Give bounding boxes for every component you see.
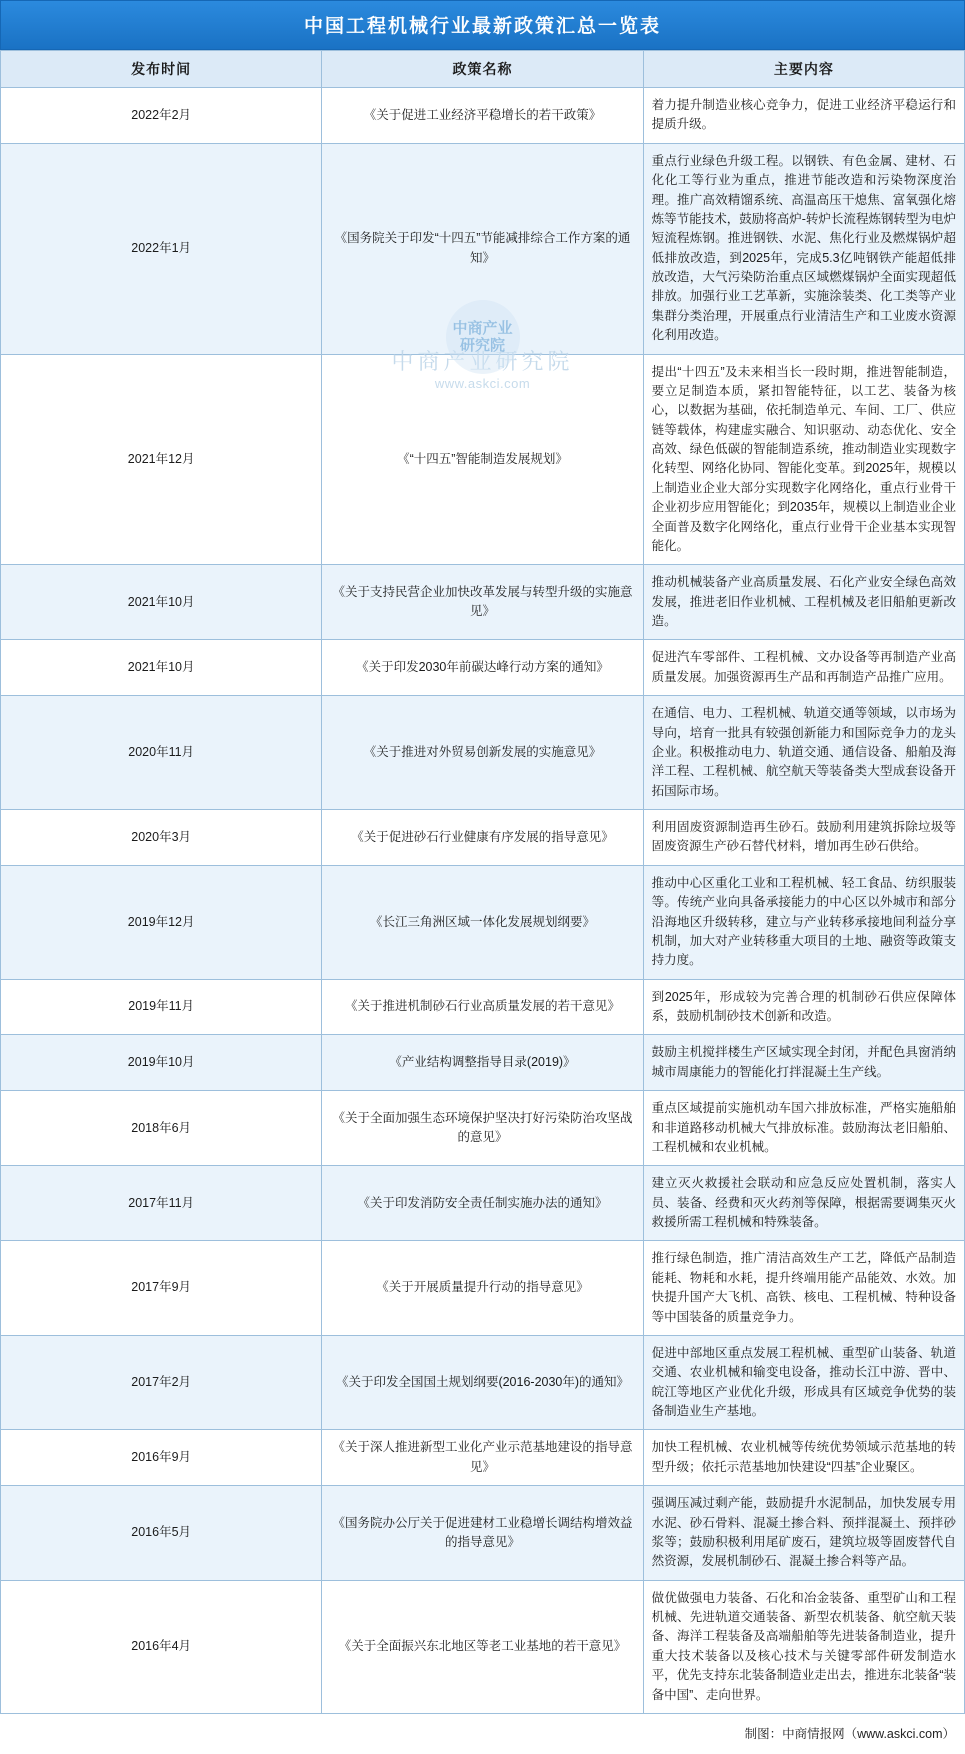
cell-content: 利用固废资源制造再生砂石。鼓励利用建筑拆除垃圾等固废资源生产砂石替代材料，增加再生砂石供给。 (643, 810, 964, 866)
cell-date: 2016年4月 (1, 1580, 322, 1713)
cell-date: 2019年12月 (1, 865, 322, 979)
cell-policy-name: 《国务院办公厅关于促进建材工业稳增长调结构增效益的指导意见》 (322, 1486, 643, 1581)
cell-policy-name: 《关于促进工业经济平稳增长的若干政策》 (322, 88, 643, 144)
column-header-name: 政策名称 (322, 51, 643, 88)
cell-date: 2019年11月 (1, 979, 322, 1035)
cell-content: 做优做强电力装备、石化和冶金装备、重型矿山和工程机械、先进轨道交通装备、新型农机装备、航空航天装备、海洋工程装备及高端船舶等先进装备制造业，提升重大技术装备以及核心技术与关键零部件研发制造水平，优先支持东北装备制造业走出去，推进东北装备“装备中国”、走向世界。 (643, 1580, 964, 1713)
cell-date: 2016年9月 (1, 1430, 322, 1486)
cell-policy-name: 《国务院关于印发“十四五”节能减排综合工作方案的通知》 (322, 143, 643, 354)
table-row (1, 1091, 965, 1166)
table-row (1, 979, 965, 1035)
table-row (1, 88, 965, 144)
watermark-url: www.askci.com (434, 376, 531, 391)
watermark-overlay-text: 中商产业研究院 (391, 349, 574, 374)
cell-content: 促进中部地区重点发展工程机械、重型矿山装备、轨道交通、农业机械和输变电设备，推动长江中游、晋中、皖江等地区产业优化升级，形成具有区域竞争优势的装备制造业生产基地。 (643, 1335, 964, 1430)
cell-date: 2021年12月 (1, 354, 322, 565)
cell-policy-name: 《关于促进砂石行业健康有序发展的指导意见》 (322, 810, 643, 866)
table-header-row (1, 51, 965, 88)
page-title: 中国工程机械行业最新政策汇总一览表 (0, 0, 965, 50)
cell-date: 2022年1月 (1, 143, 322, 354)
cell-policy-name: 《“十四五”智能制造发展规划》 (322, 354, 643, 565)
table-row (1, 1241, 965, 1336)
cell-policy-name: 《关于开展质量提升行动的指导意见》 (322, 1241, 643, 1336)
table-row (1, 1430, 965, 1486)
cell-policy-name: 《关于全面振兴东北地区等老工业基地的若干意见》 (322, 1580, 643, 1713)
cell-content: 推动机械装备产业高质量发展、石化产业安全绿色高效发展，推进老旧作业机械、工程机械及老旧船舶更新改造。 (643, 565, 964, 640)
cell-content: 重点行业绿色升级工程。以钢铁、有色金属、建材、石化化工等行业为重点，推进节能改造和污染物深度治理。推广高效精馏系统、高温高压干熄焦、富氧强化熔炼等节能技术，鼓励将高炉-转炉长流程炼钢转型为电炉短流程炼钢。推进钢铁、水泥、焦化行业及燃煤锅炉超低排放改造，到2025年，完成5.3亿吨钢铁产能超低排放改造，大气污染防治重点区域燃煤锅炉全面实现超低排放。加强行业工艺革新，实施涂装类、化工类等产业集群分类治理，开展重点行业清洁生产和工业废水资源化利用改造。 (643, 143, 964, 354)
cell-policy-name: 《关于深人推进新型工业化产业示范基地建设的指导意见》 (322, 1430, 643, 1486)
cell-date: 2018年6月 (1, 1091, 322, 1166)
cell-policy-name: 《关于印发全国国土规划纲要(2016-2030年)的通知》 (322, 1335, 643, 1430)
column-header-date: 发布时间 (1, 51, 322, 88)
table-row (1, 865, 965, 979)
cell-date: 2020年3月 (1, 810, 322, 866)
cell-date: 2020年11月 (1, 696, 322, 810)
footer-credit: 制图：中商情报网（www.askci.com） (744, 1726, 955, 1741)
cell-policy-name: 《关于全面加强生态环境保护坚决打好污染防治攻坚战的意见》 (322, 1091, 643, 1166)
cell-policy-name: 《关于推进机制砂石行业高质量发展的若干意见》 (322, 979, 643, 1035)
cell-content: 推动中心区重化工业和工程机械、轻工食品、纺织服装等。传统产业向具备承接能力的中心区以外城市和部分沿海地区升级转移，建立与产业转移承接地间利益分享机制，加大对产业转移重大项目的土地、融资等政策支持力度。 (643, 865, 964, 979)
cell-date: 2021年10月 (1, 640, 322, 696)
column-header-content: 主要内容 (643, 51, 964, 88)
cell-content: 到2025年，形成较为完善合理的机制砂石供应保障体系，鼓励机制砂技术创新和改造。 (643, 979, 964, 1035)
cell-content: 加快工程机械、农业机械等传统优势领域示范基地的转型升级；依托示范基地加快建设“四基”企业聚区。 (643, 1430, 964, 1486)
policy-table (0, 50, 965, 1714)
cell-date: 2022年2月 (1, 88, 322, 144)
cell-date: 2021年10月 (1, 565, 322, 640)
table-row (1, 1035, 965, 1091)
table-row (1, 354, 965, 565)
cell-policy-name: 《关于推进对外贸易创新发展的实施意见》 (322, 696, 643, 810)
cell-content: 提出“十四五”及未来相当长一段时期，推进智能制造，要立足制造本质，紧扣智能特征，以工艺、装备为核心，以数据为基础，依托制造单元、车间、工厂、供应链等载体，构建虚实融合、知识驱动、动态优化、安全高效、绿色低碳的智能制造系统，推动制造业实现数字化转型、网络化协同、智能化变革。到2025年，规模以上制造业企业大部分实现数字化网络化，重点行业骨干企业初步应用智能化；到2035年，规模以上制造业企业全面普及数字化网络化，重点行业骨干企业基本实现智能化。 (643, 354, 964, 565)
cell-date: 2017年9月 (1, 1241, 322, 1336)
cell-policy-name: 《关于印发消防安全责任制实施办法的通知》 (322, 1166, 643, 1241)
table-body (1, 88, 965, 1714)
cell-date: 2017年2月 (1, 1335, 322, 1430)
table-row (1, 1335, 965, 1430)
cell-content: 推行绿色制造，推广清洁高效生产工艺，降低产品制造能耗、物耗和水耗，提升终端用能产品能效、水效。加快提升国产大飞机、高铁、核电、工程机械、特种设备等中国装备的质量竞争力。 (643, 1241, 964, 1336)
cell-policy-name: 《关于印发2030年前碳达峰行动方案的通知》 (322, 640, 643, 696)
table-row (1, 1580, 965, 1713)
table-row (1, 565, 965, 640)
cell-date: 2019年10月 (1, 1035, 322, 1091)
table-row (1, 1166, 965, 1241)
table-row (1, 696, 965, 810)
cell-content: 强调压减过剩产能，鼓励提升水泥制品，加快发展专用水泥、砂石骨料、混凝土掺合料、预拌混凝土、预拌砂浆等；鼓励积极利用尾矿废石，建筑垃圾等固废替代自然资源，发展机制砂石、混凝土掺合料等产品。 (643, 1486, 964, 1581)
table-row (1, 143, 965, 354)
cell-policy-name: 《产业结构调整指导目录(2019)》 (322, 1035, 643, 1091)
cell-date: 2016年5月 (1, 1486, 322, 1581)
cell-policy-name: 《关于支持民营企业加快改革发展与转型升级的实施意见》 (322, 565, 643, 640)
cell-content: 建立灭火救援社会联动和应急反应处置机制，落实人员、装备、经费和灭火药剂等保障，根据需要调集灭火救援所需工程机械和特殊装备。 (643, 1166, 964, 1241)
cell-content: 重点区域提前实施机动车国六排放标准，严格实施船舶和非道路移动机械大气排放标准。鼓励海汰老旧船舶、工程机械和农业机械。 (643, 1091, 964, 1166)
cell-policy-name: 《长江三角洲区域一体化发展规划纲要》 (322, 865, 643, 979)
cell-date: 2017年11月 (1, 1166, 322, 1241)
table-row (1, 810, 965, 866)
cell-content: 着力提升制造业核心竞争力，促进工业经济平稳运行和提质升级。 (643, 88, 964, 144)
cell-content: 鼓励主机搅拌楼生产区域实现全封闭，并配色具窗消纳城市周康能力的智能化打拌混凝土生产线。 (643, 1035, 964, 1091)
table-row (1, 640, 965, 696)
watermark-logo: 中商产业研究院 (446, 300, 520, 374)
cell-content: 促进汽车零部件、工程机械、文办设备等再制造产业高质量发展。加强资源再生产品和再制造产品推广应用。 (643, 640, 964, 696)
cell-content: 在通信、电力、工程机械、轨道交通等领域，以市场为导向，培育一批具有较强创新能力和国际竞争力的龙头企业。积极推动电力、轨道交通、通信设备、船舶及海洋工程、工程机械、航空航天等装备类大型成套设备开拓国际市场。 (643, 696, 964, 810)
